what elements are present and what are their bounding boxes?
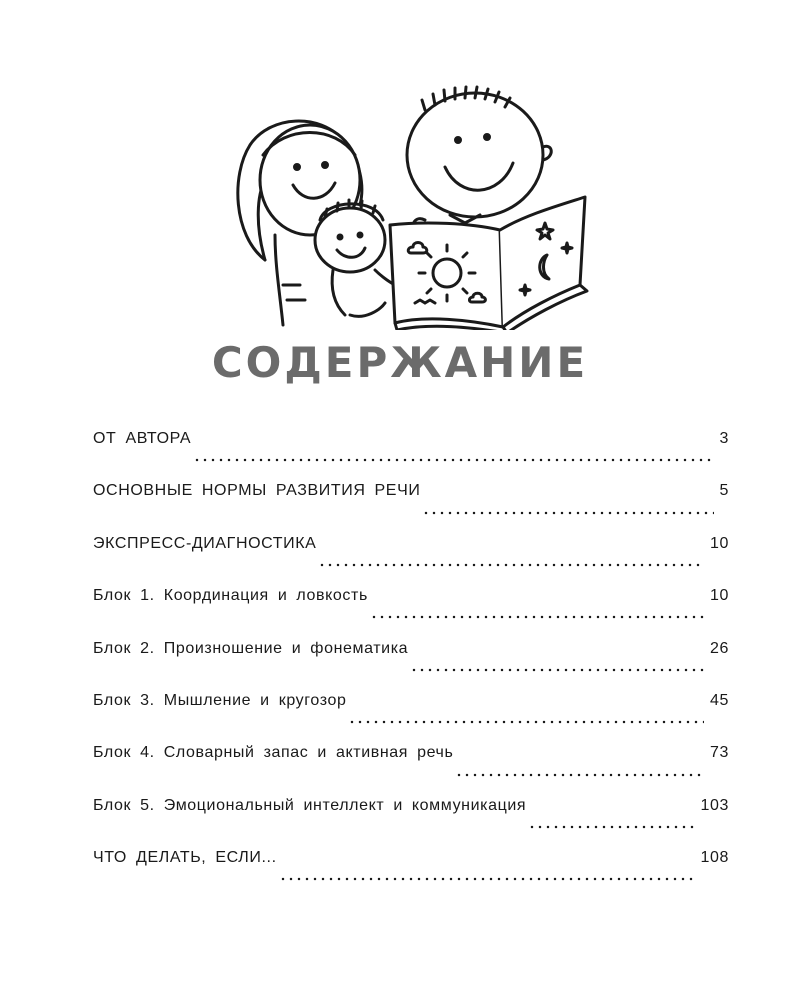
family-reading-book-icon [225,85,595,330]
toc-entry-page-number: 10 [710,534,729,552]
toc-entry-title: ЭКСПРЕСС-ДИАГНОСТИКА [93,534,317,552]
toc-entry-page-number: 3 [719,430,729,447]
toc-entry[interactable] [93,849,729,901]
dot-leader [455,773,704,777]
dot-leader [318,563,704,567]
toc-entry[interactable] [93,535,729,587]
toc-entry-page-number: 45 [710,691,729,709]
dot-leader [422,511,713,515]
dot-leader [410,668,704,672]
toc-entry-title: ОТ АВТОРА [93,430,192,447]
dot-leader [348,720,704,724]
toc-entry-title: Блок 5. Эмоциональный интеллект и коммуникация [93,796,527,814]
toc-entry[interactable] [93,797,729,849]
toc-entry-page-number: 103 [700,796,729,814]
toc-entry[interactable] [93,430,729,482]
toc-entry-page-number: 108 [700,849,729,867]
page-title: СОДЕРЖАНИЕ [211,338,589,387]
toc-entry-title: Блок 4. Словарный запас и активная речь [93,744,454,762]
table-of-contents [93,430,729,902]
toc-entry-page-number: 5 [719,482,729,500]
toc-entry-title: ОСНОВНЫЕ НОРМЫ РАЗВИТИЯ РЕЧИ [93,482,421,500]
toc-entry-page-number: 73 [710,744,729,762]
toc-entry-title: Блок 2. Произношение и фонематика [93,639,409,657]
toc-entry[interactable] [93,587,729,639]
dot-leader [528,825,694,829]
toc-entry-title: Блок 3. Мышление и кругозор [93,691,347,709]
toc-entry-title: Блок 1. Координация и ловкость [93,587,368,605]
dot-leader [193,458,713,462]
toc-entry[interactable] [93,692,729,744]
toc-entry[interactable] [93,744,729,796]
toc-entry[interactable] [93,482,729,534]
dot-leader [370,615,704,619]
toc-entry-page-number: 26 [710,639,729,657]
toc-entry[interactable] [93,640,729,692]
dot-leader [279,877,695,881]
toc-entry-page-number: 10 [710,587,729,605]
toc-entry-title: ЧТО ДЕЛАТЬ, ЕСЛИ... [93,849,277,867]
